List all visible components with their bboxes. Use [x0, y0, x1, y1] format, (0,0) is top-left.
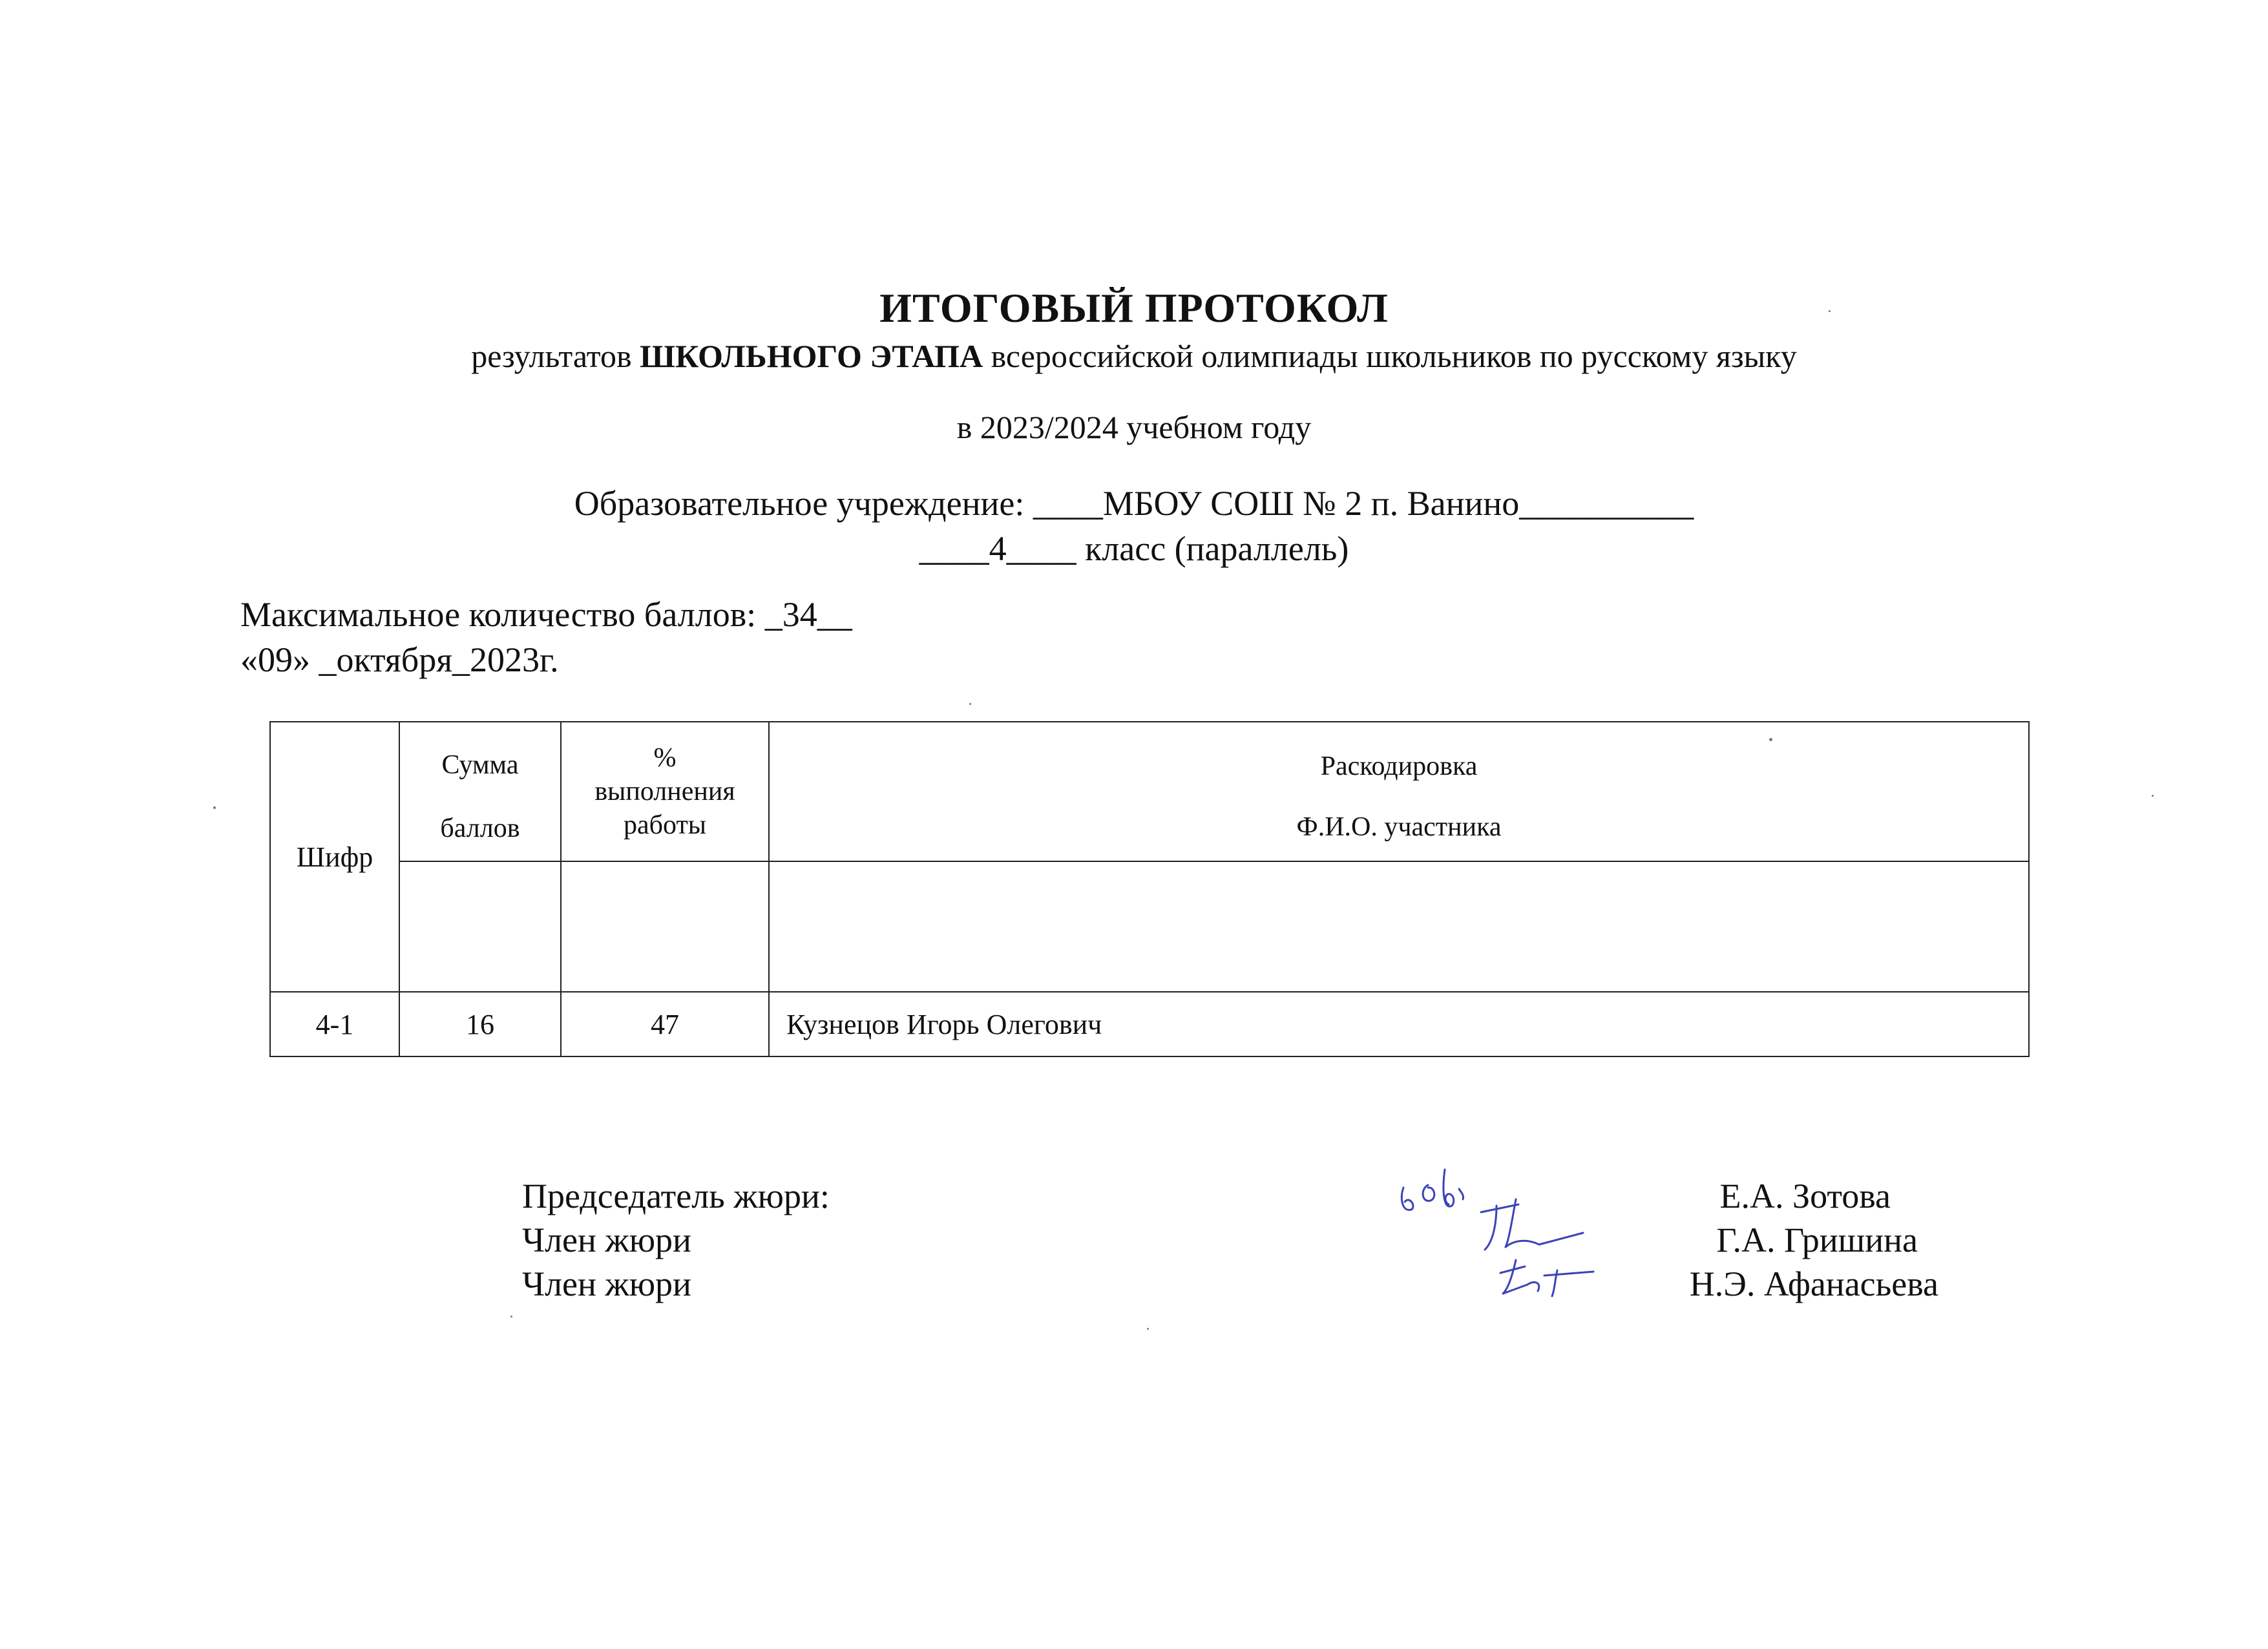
member1-title: Член жюри — [522, 1221, 691, 1259]
header-code: Шифр — [270, 722, 399, 992]
header-decode-line1: Раскодировка — [1320, 751, 1478, 781]
document-subtitle — [0, 337, 2268, 375]
table-blank-row — [270, 861, 2029, 992]
row-score: 16 — [399, 992, 561, 1056]
row-code: 4-1 — [270, 992, 399, 1056]
signature-member2 — [1500, 1260, 1593, 1296]
header-sum-line1: Сумма — [441, 750, 519, 780]
scan-speck — [2152, 795, 2154, 797]
document-title: ИТОГОВЫЙ ПРОТОКОЛ — [879, 285, 1389, 331]
subtitle-prefix: результатов — [471, 338, 640, 374]
header-percent-line1: % — [653, 743, 677, 773]
grade-line: ____4____ класс (параллель) — [919, 529, 1349, 568]
header-percent — [561, 722, 769, 861]
header-decode-line2: Ф.И.О. участника — [1296, 812, 1502, 842]
scan-speck — [510, 1316, 512, 1318]
subtitle-suffix: всероссийской олимпиады школьников по русскому языку — [983, 338, 1797, 374]
table-row — [270, 992, 2029, 1056]
scan-speck — [213, 806, 216, 809]
blank-cell-sum — [399, 861, 561, 992]
blank-cell-name — [769, 861, 2029, 992]
handwritten-signatures — [1383, 1150, 1641, 1318]
member2-title: Член жюри — [522, 1265, 691, 1303]
header-sum — [399, 722, 561, 861]
chair-name: Е.А. Зотова — [1719, 1177, 1891, 1215]
date-line: «09» _октября_2023г. — [240, 640, 559, 679]
academic-year: в 2023/2024 учебном году — [956, 409, 1312, 445]
member2-name: Н.Э. Афанасьева — [1689, 1265, 1938, 1303]
scan-speck — [1769, 738, 1772, 741]
table-header-row — [270, 722, 2029, 861]
header-decode — [769, 722, 2029, 861]
header-sum-line2: баллов — [440, 814, 520, 843]
scan-speck — [1829, 310, 1831, 312]
header-percent-line2: выполнения — [594, 777, 735, 806]
blank-cell-percent — [561, 861, 769, 992]
chair-title: Председатель жюри: — [522, 1177, 830, 1215]
row-name: Кузнецов Игорь Олегович — [769, 992, 2029, 1056]
scan-speck — [1147, 1328, 1149, 1330]
institution-line: Образовательное учреждение: ____МБОУ СОШ № 2 п. Ванино__________ — [574, 484, 1694, 523]
scan-speck — [969, 703, 971, 705]
signature-member1 — [1481, 1199, 1583, 1250]
results-table — [269, 721, 2030, 1057]
row-percent: 47 — [561, 992, 769, 1056]
subtitle-stage: ШКОЛЬНОГО ЭТАПА — [640, 338, 983, 374]
max-score-line: Максимальное количество баллов: _34__ — [240, 595, 852, 634]
signature-chair — [1402, 1170, 1463, 1210]
header-percent-line3: работы — [623, 810, 707, 840]
member1-name: Г.А. Гришина — [1716, 1221, 1918, 1259]
